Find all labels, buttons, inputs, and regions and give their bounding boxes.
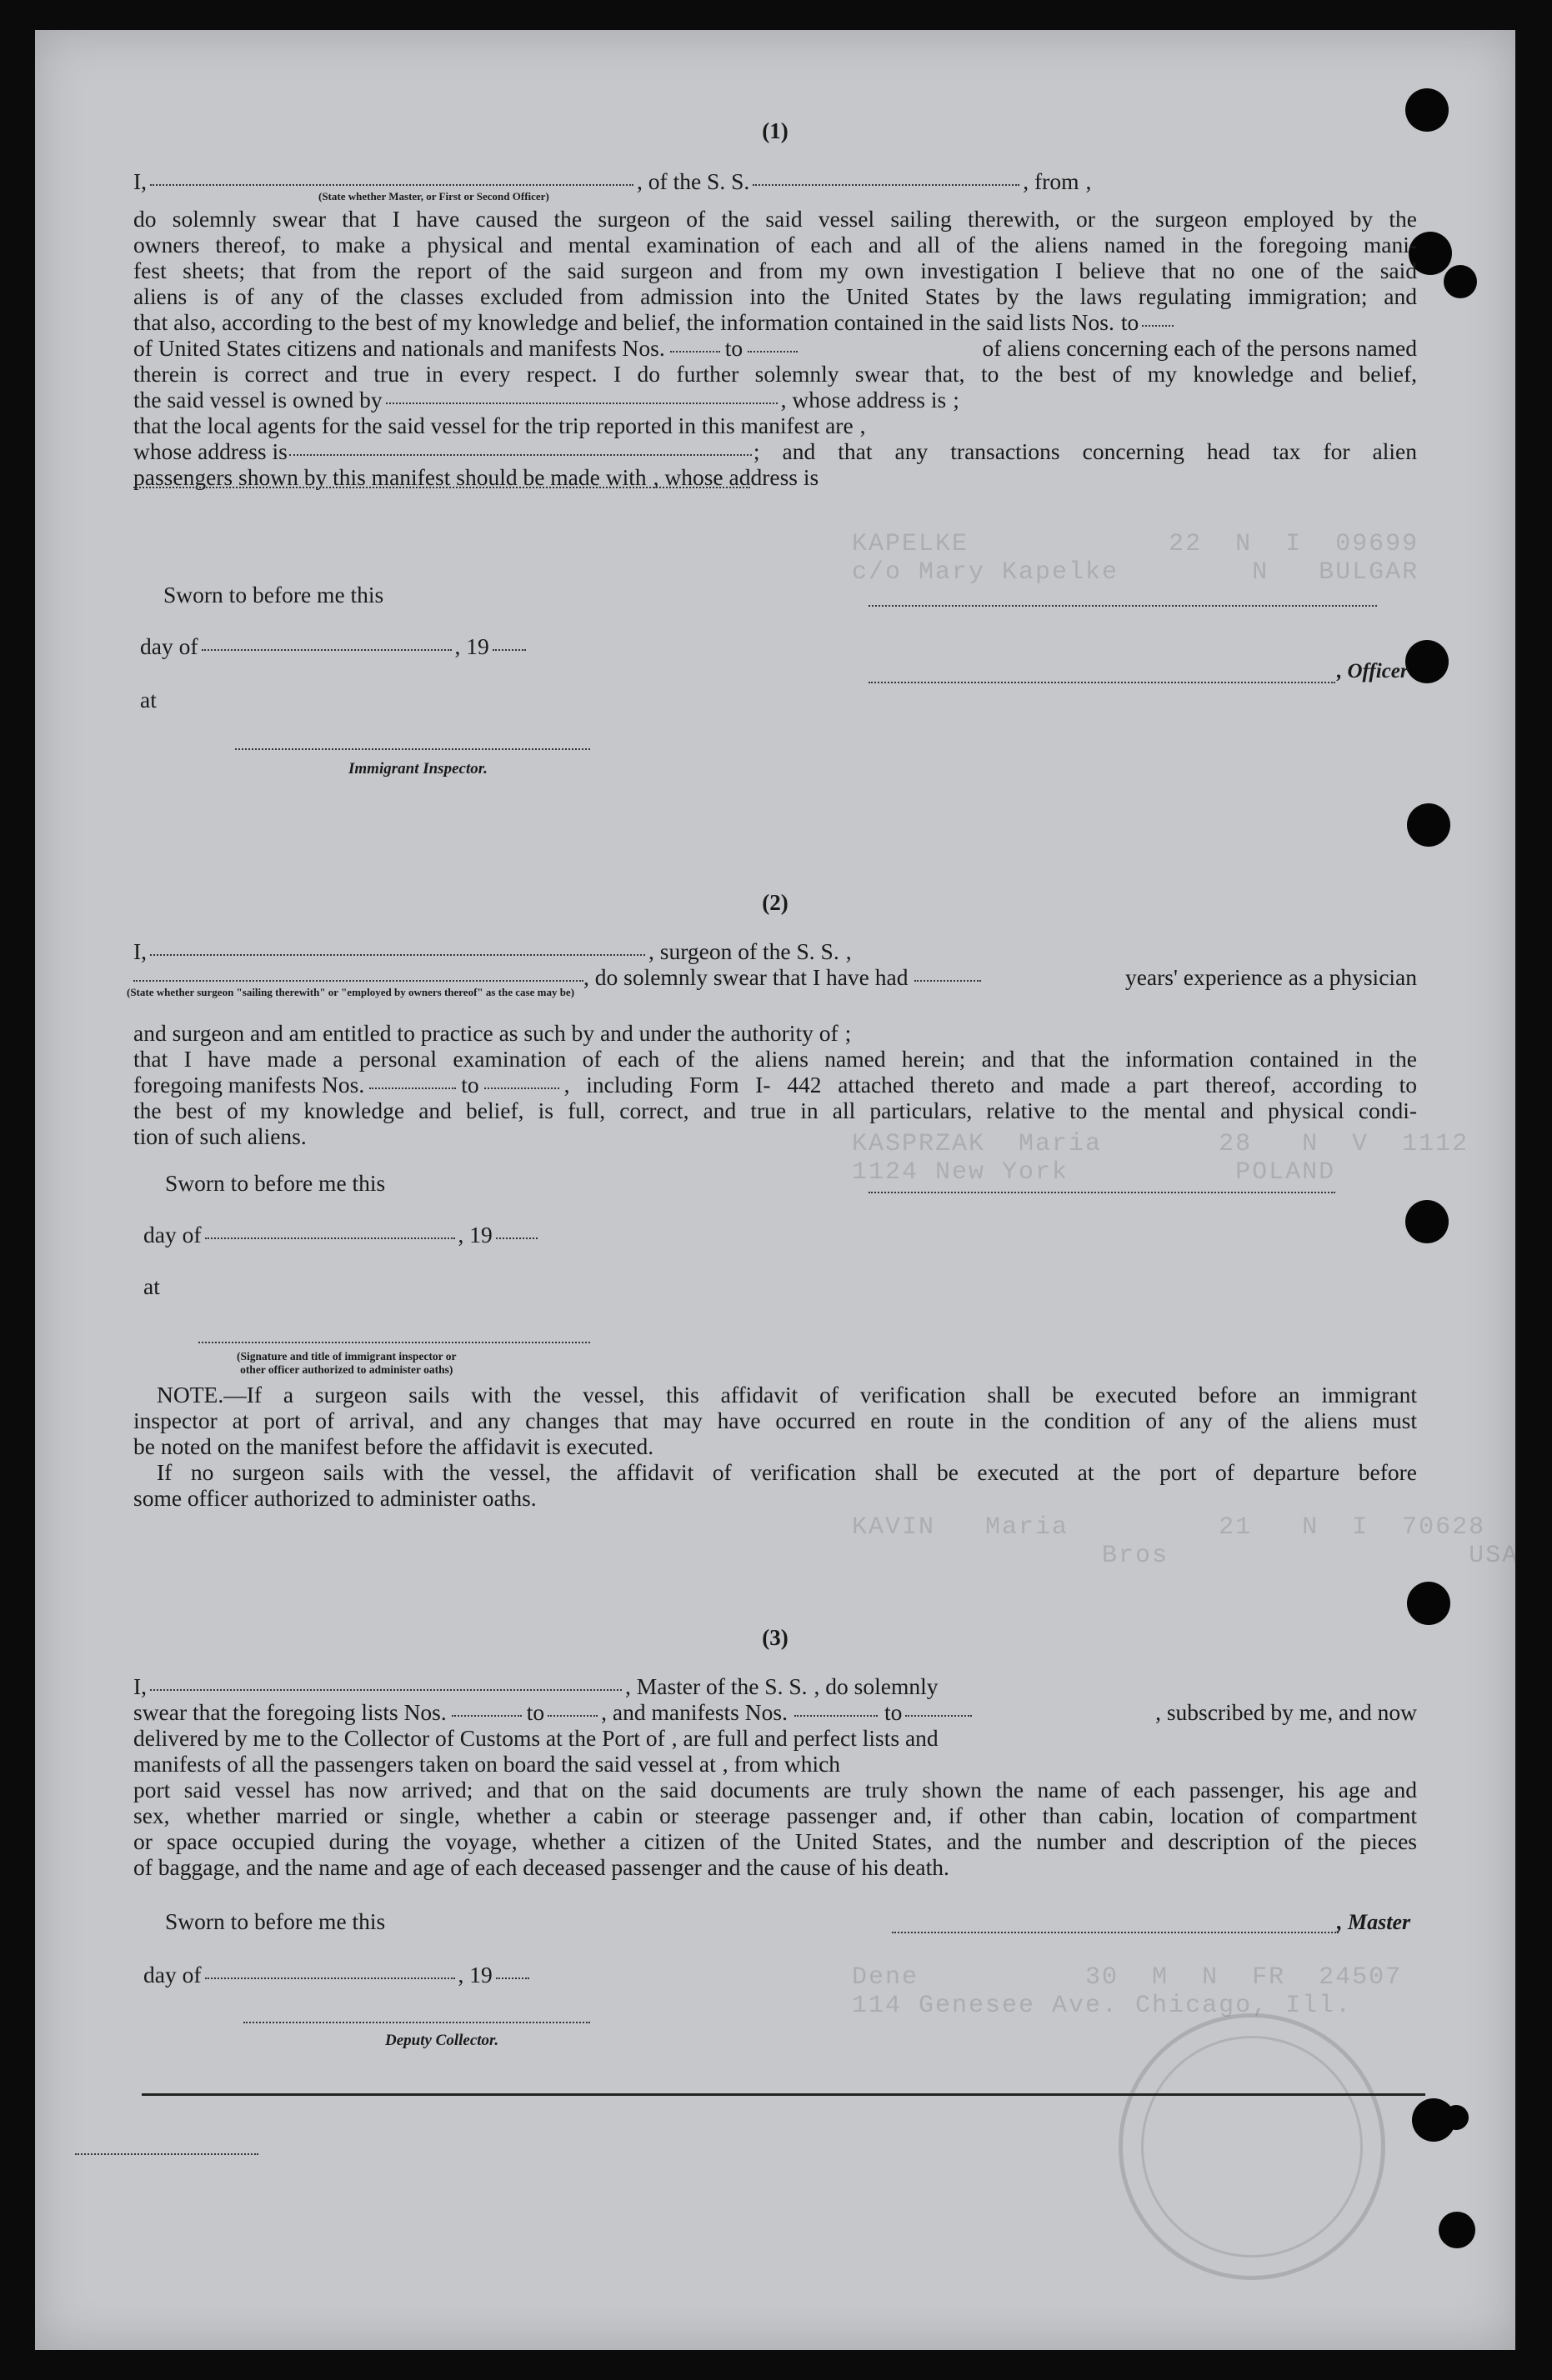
master-label: , Master bbox=[1337, 1910, 1411, 1934]
master-name-field-3[interactable] bbox=[150, 1689, 622, 1691]
bottom-rule bbox=[142, 2093, 1425, 2096]
inspector-signature-line[interactable] bbox=[235, 748, 590, 750]
deputy-collector-label: Deputy Collector. bbox=[385, 2032, 499, 2049]
master-name-field[interactable] bbox=[150, 184, 633, 186]
manifests-to-field-3[interactable] bbox=[905, 1715, 972, 1717]
year-field-1[interactable] bbox=[493, 649, 526, 651]
section-3-number: (3) bbox=[762, 1625, 789, 1650]
years-experience-field[interactable] bbox=[914, 980, 981, 982]
punch-hole bbox=[1407, 1582, 1450, 1625]
master-line: I, , of the S. S. , from , bbox=[133, 168, 1092, 194]
agents-address-field[interactable] bbox=[289, 454, 752, 456]
vessel-name-field[interactable] bbox=[753, 184, 1019, 186]
officer-signature-line[interactable] bbox=[869, 605, 1377, 607]
bleed-through: KAPELKE 22 N I 09699 c/o Mary Kapelke N BULGAR bbox=[852, 530, 1419, 587]
section-2: I, , surgeon of the S. S. , , do solemnly swear that I have had years' experience as a physician (State whether surgeon "sailing therewith" or "employed by owners thereof" as the case may be) and surgeon and am entitled to practice as such by and under the authority of ; that I have made a personal examination of each of the aliens named herein; and that the information contained in the foregoing manifests Nos. to , including Form I- 442 attached thereto and made a part thereof, according to the best of my knowledge and belief, is full, correct, and true in all particulars, relative to the mental and physical condi- tion of such aliens. bbox=[127, 938, 1417, 1149]
master-signature-line[interactable] bbox=[892, 1932, 1339, 1933]
punch-hole bbox=[1439, 2212, 1475, 2248]
manifests-from-field-3[interactable] bbox=[794, 1715, 878, 1717]
surgeon-name-field[interactable] bbox=[150, 954, 645, 956]
day-of-field-2[interactable] bbox=[205, 1238, 455, 1239]
owner-field[interactable] bbox=[386, 402, 778, 404]
immigrant-inspector-label: Immigrant Inspector. bbox=[348, 760, 488, 778]
lists-to-field-3[interactable] bbox=[548, 1715, 598, 1717]
alien-manifest-from-field[interactable] bbox=[670, 351, 720, 352]
surgeon-status-field[interactable] bbox=[133, 980, 583, 982]
margin-dots bbox=[75, 2153, 258, 2155]
manifests-from-field-2[interactable] bbox=[369, 1088, 456, 1089]
day-of-field-3[interactable] bbox=[205, 1978, 455, 1979]
punch-hole bbox=[1405, 1200, 1449, 1243]
sworn-label-1: Sworn to before me this bbox=[163, 582, 384, 608]
year-field-3[interactable] bbox=[496, 1978, 529, 1979]
bleed-through: Dene 30 M N FR 24507 114 Genesee Ave. Chicago, Ill. bbox=[852, 1963, 1403, 2020]
deputy-collector-signature-line[interactable] bbox=[243, 2022, 590, 2023]
circular-stamp bbox=[1119, 2013, 1385, 2280]
section-1-body: do solemnly swear that I have caused the surgeon of the said vessel sailing therewith, or the surgeon employed by the owners thereof, to make a physical and mental examination of each and all of the aliens named in the foregoing mani- fest sheets; that from the report of the said surgeon and from my own investigation I believe that no one of the said aliens is of any of the classes excluded from admission into the United States by the laws regulating immigration; and bbox=[133, 206, 1417, 309]
punch-hole bbox=[1444, 265, 1477, 298]
citizen-lists-to-field[interactable] bbox=[1142, 325, 1174, 327]
manifest-affidavit-page: KAPELKE 22 N I 09699 c/o Mary Kapelke N BULGAR KASPRZAK Maria 28 N V 1112 1124 New York POLAND KAVIN Maria 21 N I 70628 Bros USA Dene 30 M N FR 24507 114 Genesee Ave. Chicago, Ill. (1) I, , of the S. S. , from , (State whether Master, or First or Second Officer) do solemnly swear that I have caused the surgeon of the said vessel sailing therewith, or the surgeon employed by the owners thereof, to make a physical and mental examination of each and all of the aliens named in the foregoing mani- fest sheets; that from the report of the said surgeon and from my own investigation I believe that no one of the said aliens is of any of the classes excluded from admission into the United States by the laws regulating immigration; and that also, according to the best of my knowledge and belief, the information contained in the said lists Nos. to of United States citizens and nationals and manifests Nos. to of aliens concerning each of the persons named therein is correct and true in every respect. I do further solemnly swear that, to the best of my knowledge and belief, the said vessel is owned by , whose address is ; that the local agents for the said vessel for the trip reported in this manifest are , whose address is ; and that any transactions concerning head tax for alien passengers shown by this manifest should be made with , whose address is Sworn to before me this day of , 19 , Officer at Immigrant Inspector. (2) I, , surgeon of the S. S. , , do solemnly swear that I have had years' experience as a physician (State whether surgeon "sailing therewith" or "employed by owners thereof" as the case may be) and surgeon and am entitled to practice as such by and under the authority of ; that I have made a personal examination of each of the aliens named herein; and that the information contained in the foregoing manifests Nos. to , including Form I- 442 attached thereto and made a part thereof, according to the best of my knowledge and belief, is full, correct, and true in all particulars, relative to the mental and physical condi- tion of such aliens. Sworn to before me this day of , 19 at (Signature and title of immigrant inspector or other officer authorized to administer oaths) NOTE.—If a surgeon sails with the vessel, this affidavit of verification shall be executed before an immigrant inspector at port of arrival, and any changes that may have occurred en route in the condition of any of the aliens must be noted on the manifest before the affidavit is executed. If no surgeon sails with the vessel, the affidavit of verification shall be executed at the port of departure before some officer authorized to administer oaths. (3) I, , Master of the S. S. , do solemnly swear that the foregoing lists Nos. to , and manifests Nos. to , subscribed by me, and now delivered by me to the Collector of Customs at the Port of , are full and perfect lists and manifests of all the passengers taken on board the said vessel at , from which port said vessel has now arrived; and that on the said documents are truly shown the name of each passenger, his age and sex, whether married or single, whether a cabin or steerage passenger and, if other than cabin, location of compartment or space occupied during the voyage, whether a citizen of the United States, and the number and description of the pieces of baggage, and the name and age of each deceased passenger and the cause of his death. Sworn to before me this , Master day of , 19 Deputy Collector. bbox=[35, 30, 1515, 2350]
head-tax-address-field[interactable] bbox=[133, 487, 750, 488]
surgeon-signature-line[interactable] bbox=[869, 1192, 1335, 1193]
punch-hole bbox=[1407, 803, 1450, 847]
surgeon-status-note: (State whether surgeon "sailing therewith" or "employed by owners thereof" as the case may be) bbox=[127, 986, 575, 998]
officer-title-line[interactable] bbox=[869, 682, 1335, 683]
sworn-label-2: Sworn to before me this bbox=[165, 1170, 386, 1196]
lists-from-field-3[interactable] bbox=[452, 1715, 522, 1717]
section-2-note: NOTE.—If a surgeon sails with the vessel, this affidavit of verification shall be executed before an immigrant inspector at port of arrival, and any changes that may have occurred en route in the condition of any of the aliens must be noted on the manifest before the affidavit is executed. If no surgeon sails with the vessel, the affidavit of verification shall be executed at the port of departure before some officer authorized to administer oaths. bbox=[133, 1382, 1417, 1511]
master-rank-note: (State whether Master, or First or Second Officer) bbox=[318, 190, 549, 202]
section-2-number: (2) bbox=[762, 890, 789, 915]
officer-label: , Officer bbox=[1337, 660, 1409, 682]
section-1: I, , of the S. S. , from , (State whether Master, or First or Second Officer) do solemnly swear that I have caused the surgeon of the said vessel sailing therewith, or the surgeon employed by the owners thereof, to make a physical and mental examination of each and all of the aliens named in the foregoing mani- fest sheets; that from the report of the said surgeon and from my own investigation I believe that no one of the said aliens is of any of the classes excluded from admission into the United States by the laws regulating immigration; and that also, according to the best of my knowledge and belief, the information contained in the said lists Nos. to of United States citizens and nationals and manifests Nos. to of aliens concerning each of the persons named therein is correct and true in every respect. I do further solemnly swear that, to the best of my knowledge and belief, the said vessel is owned by , whose address is ; that the local agents for the said vessel for the trip reported in this manifest are , whose address is ; and that any transactions concerning head tax for alien passengers shown by this manifest should be made with , whose address is bbox=[133, 168, 1417, 490]
manifests-to-field-2[interactable] bbox=[484, 1088, 559, 1089]
day-of-field-1[interactable] bbox=[202, 649, 452, 651]
bleed-through: KAVIN Maria 21 N I 70628 Bros USA bbox=[852, 1513, 1519, 1570]
section-1-number: (1) bbox=[762, 118, 789, 143]
section-3: I, , Master of the S. S. , do solemnly swear that the foregoing lists Nos. to , and manifests Nos. to , subscribed by me, and now delivered by me to the Collector of Customs at the Port of , are full and perfect lists and manifests of all the passengers taken on board the said vessel at , from which port said vessel has now arrived; and that on the said documents are truly shown the name of each passenger, his age and sex, whether married or single, whether a cabin or steerage passenger and, if other than cabin, location of compartment or space occupied during the voyage, whether a citizen of the United States, and the number and description of the pieces of baggage, and the name and age of each deceased passenger and the cause of his death. bbox=[133, 1673, 1417, 1880]
oath-officer-signature-line[interactable] bbox=[198, 1342, 590, 1343]
bleed-through: KASPRZAK Maria 28 N V 1112 1124 New York POLAND bbox=[852, 1130, 1469, 1187]
punch-hole bbox=[1444, 2105, 1469, 2130]
signature-title-note: (Signature and title of immigrant inspector or other officer authorized to administer oaths) bbox=[237, 1350, 457, 1376]
punch-hole bbox=[1405, 640, 1449, 683]
year-field-2[interactable] bbox=[496, 1238, 538, 1239]
alien-manifest-to-field[interactable] bbox=[748, 351, 798, 352]
